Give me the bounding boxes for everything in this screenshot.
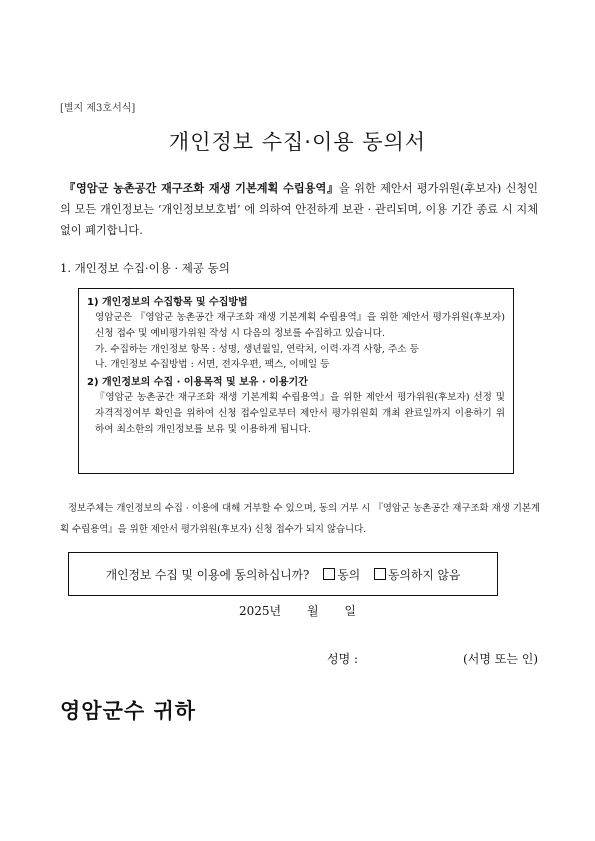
disagree-option[interactable] bbox=[366, 566, 460, 583]
item2-title: 2) 개인정보의 수집 · 이용목적 및 보유 · 이용기간 bbox=[87, 377, 308, 389]
item1-na: 나. 개인정보 수집방법 : 서면, 전자우편, 팩스, 이메일 등 bbox=[95, 359, 330, 371]
document-title: 개인정보 수집·이용 동의서 bbox=[168, 130, 427, 154]
date-day: 일 bbox=[344, 604, 356, 618]
recipient: 영암군수 귀하 bbox=[60, 699, 197, 723]
details-box bbox=[78, 288, 514, 474]
signature-label: 성명 : bbox=[327, 652, 359, 666]
date-month: 월 bbox=[306, 604, 319, 618]
disagree-checkbox[interactable] bbox=[374, 568, 386, 580]
item1-ga: 가. 수집하는 개인정보 항목 : 성명, 생년월일, 연락처, 이력·자격 사항, 주소 등 bbox=[95, 343, 419, 355]
intro-paragraph bbox=[60, 178, 538, 241]
date-year: 2025년 bbox=[239, 604, 282, 618]
consent-question: 개인정보 수집 및 이용에 동의하십니까? bbox=[105, 567, 310, 582]
date-line bbox=[0, 602, 595, 619]
item2-body: 『영암군 농촌공간 재구조화 재생 기본계획 수립용역』을 위한 제안서 평가위원(후보자) 선정 및 자격적정여부 확인을 위하여 신청 접수일로부터 제안서 평가위원회 개최 완료일까지 이용하기 위하여 최소한의 개인정보를 보유 및 이용하게 됩니다. bbox=[95, 392, 505, 435]
item1-body: 영암군은 『영암군 농촌공간 재구조화 재생 기본계획 수립용역』을 위한 제안서 평가위원(후보자) 신청 접수 및 예비평가위원 작성 시 다음의 정보를 수집하고 있습니다. bbox=[95, 312, 505, 339]
disagree-label: 동의하지 않음 bbox=[388, 567, 461, 582]
section-heading: 1. 개인정보 수집·이용 · 제공 동의 bbox=[60, 261, 230, 275]
agree-checkbox[interactable] bbox=[323, 568, 335, 580]
project-name: 『영암군 농촌공간 재구조화 재생 기본계획 수립용역』 bbox=[64, 182, 340, 195]
intro-text: 을 위한 제안서 평가위원(후보자) 신청인의 모든 개인정보는 ‘개인정보보호법’ 에 의하여 안전하게 보관 · 관리되며, 이용 기간 종료 시 지체 없이 폐기합니다. bbox=[60, 182, 538, 237]
item1-title: 1) 개인정보의 수집항목 및 수집방법 bbox=[87, 297, 248, 308]
form-number: [별지 제3호서식] bbox=[60, 103, 136, 114]
signature-hint: (서명 또는 인) bbox=[463, 652, 538, 666]
agree-label: 동의 bbox=[337, 567, 361, 582]
consent-box bbox=[68, 552, 498, 596]
refusal-notice: 정보주체는 개인정보의 수집 · 이용에 대해 거부할 수 있으며, 동의 거부 시 『영암군 농촌공간 재구조화 재생 기본계획 수립용역』을 위한 제안서 평가위원(후보자) 신청 접수가 되지 않습니다. bbox=[60, 503, 540, 535]
agree-option[interactable] bbox=[315, 566, 360, 583]
